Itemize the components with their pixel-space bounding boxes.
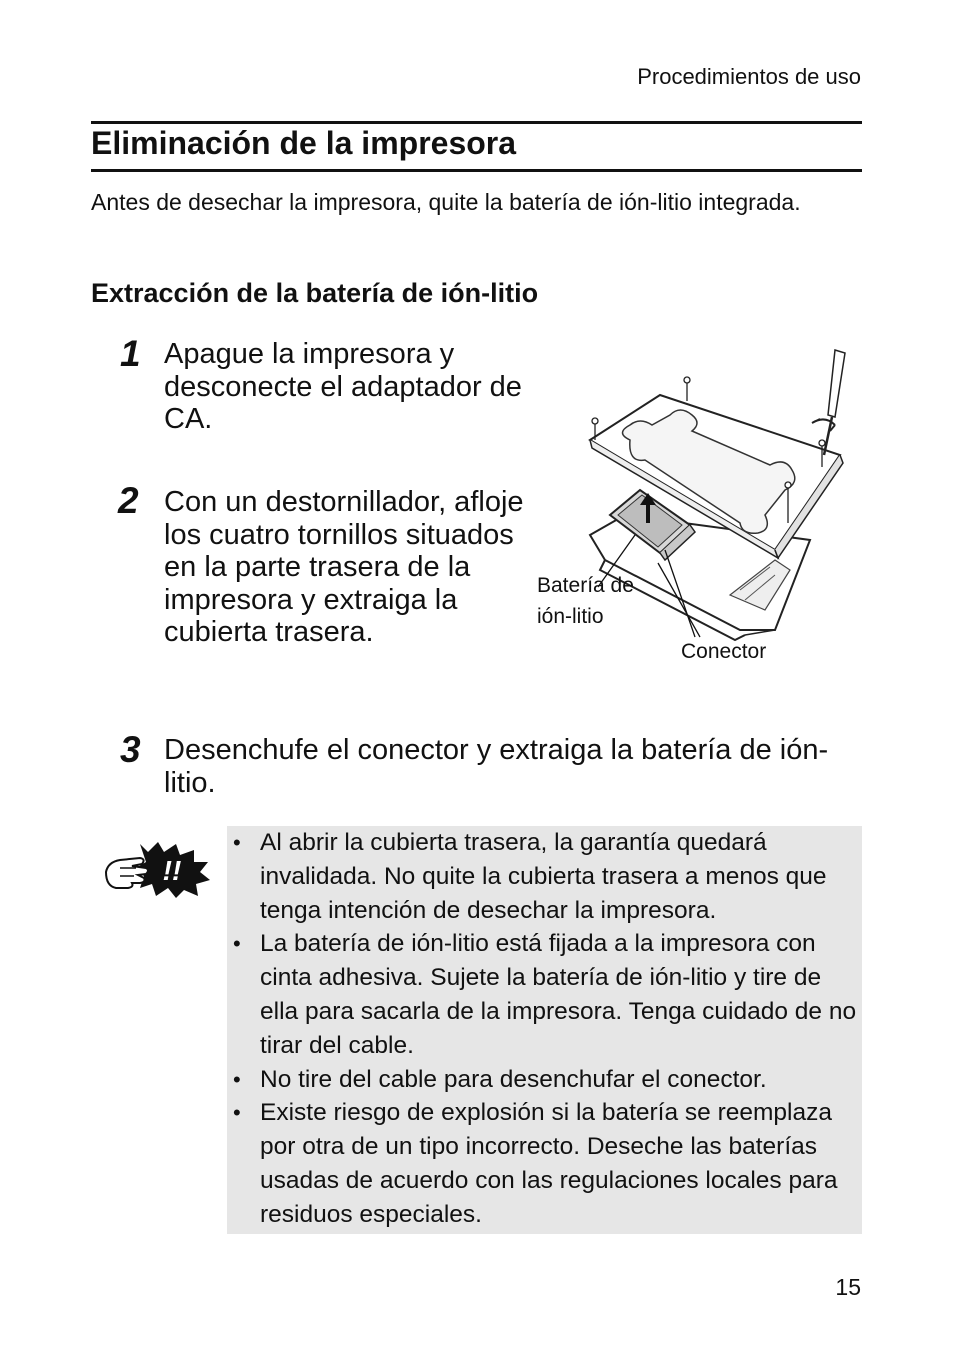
subheading: Extracción de la batería de ión-litio	[91, 278, 539, 308]
step-number-2: 2	[118, 480, 139, 521]
step-text-2: Con un destornillador, afloje los cuatro tornillos situados en la parte trasera de la impresora y extraiga la cubierta trasera.	[164, 486, 524, 648]
battery-label-line1: Batería de	[537, 574, 634, 597]
step-text-3: Desenchufe el conector y extraiga la batería de ión-litio.	[164, 734, 829, 799]
caution-note-4: • Existe riesgo de explosión si la batería se reemplaza por otra de un tipo incorrecto. Deseche las baterías usadas de acuerdo con las regulaciones locales para residuos especiales.	[227, 1096, 862, 1231]
caution-notes-box	[227, 826, 862, 1234]
caution-note-3: • No tire del cable para desenchufar el conector.	[227, 1063, 862, 1097]
connector-label: Conector	[681, 640, 767, 663]
battery-label-line2: ión-litio	[537, 605, 604, 628]
step-text-1: Apague la impresora y desconecte el adaptador de CA.	[164, 338, 522, 435]
caution-note-1: • Al abrir la cubierta trasera, la garantía quedará invalidada. No quite la cubierta trasera a menos que tenga intención de desechar la impresora.	[227, 826, 862, 927]
section-header: Procedimientos de uso	[637, 64, 861, 89]
svg-text:!!: !!	[162, 855, 182, 886]
page-number: 15	[835, 1274, 861, 1300]
battery-label	[537, 570, 634, 632]
step-number-1: 1	[120, 333, 141, 374]
intro-paragraph: Antes de desechar la impresora, quite la batería de ión-litio integrada.	[91, 189, 801, 215]
page-title: Eliminación de la impresora	[91, 125, 517, 161]
caution-notes-list	[227, 826, 862, 1232]
title-rule-bottom	[91, 169, 862, 172]
title-rule-top	[91, 121, 862, 124]
step-number-3: 3	[120, 729, 141, 770]
caution-hand-icon	[102, 838, 212, 898]
caution-note-2: • La batería de ión-litio está fijada a la impresora con cinta adhesiva. Sujete la batería de ión-litio y tire de ella para sacarla de la impresora. Tenga cuidado de no tirar del cable.	[227, 927, 862, 1062]
